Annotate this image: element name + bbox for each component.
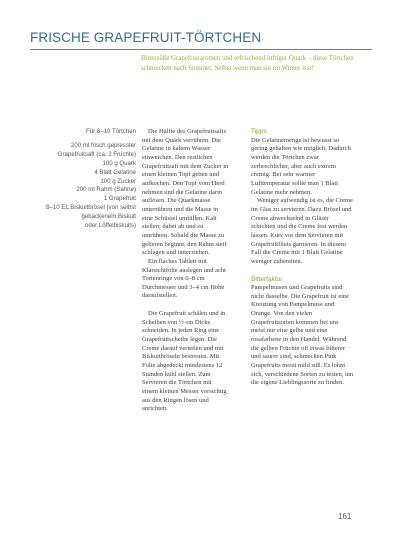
method-paragraph: Ein flaches Tablett mit Klarsichtfolie auslegen und acht Tortenringe von 6–8 cm Durchmesser und 3–4 cm Höhe daraufstellen. [142,257,226,300]
ingredient-line: Grapefruitsaft (ca. 2 Früchte) [57,150,136,158]
ingredient-line: 200 ml frisch gepresster [70,141,136,149]
ingredient-line: 1 Grapefruit [103,195,136,203]
ingredients-yield: Für 8–10 Törtchen [85,128,136,135]
method-column [142,128,229,414]
tips-paragraph: Die Gelatinemenge ist bewusst so gering gehalten wie möglich. Dadurch werden die Törtchen zwar zerbrechlicher, aber auch extrem cremig. Bei sehr warmer Lufttemperatur sollte man 1 Blatt Gelatine mehr nehmen. [251,136,351,196]
title-divider [30,49,372,50]
page-title: FRISCHE GRAPEFRUIT-TÖRTCHEN [30,30,262,45]
ingredient-line: 100 g Quark [102,159,136,167]
bitterfaktor-heading: Bitterfaktor [251,275,283,283]
page-number: 161 [338,512,352,521]
ingredient-line: 8–10 EL Biskuitbrösel (von selbst [46,204,136,212]
ingredient-line: 200 ml Rahm (Sahne) [76,186,136,194]
recipe-intro: Bittersüße Grapefruitaromen und erfrischend luftiger Quark – diese Törtchen schmecken nach Sommer. Selbst wenn man sie im Winter isst! [141,55,354,73]
ingredient-line: 100 g Zucker [100,177,136,185]
bitterfaktor-paragraph: Pampelmusen und Grapefruits sind nicht dasselbe. Die Grapefruit ist eine Kreuzung von Pampelmuse und Orange. Von den vielen Grapefruitsorten kommen bei uns meist nur eine gelbe und eine rosafarbene in den Handel. Während die gelben Früchte oft etwas bitterer und saurer sind, schmecken Pink Grapefruits meist mild süß. Es lohnt sich, verschiedene Sorten zu testen, um die eigene Lieblingssorte zu finden. [251,284,354,387]
ingredient-line: gebackenem Biskuit [81,213,136,221]
tips-heading: Tipps [251,128,267,135]
ingredient-line: 4 Blatt Gelatine [94,168,136,176]
tips-paragraph: Weniger aufwendig ist es, die Creme im Glas zu servieren. Dazu Brösel und Creme abwechselnd in Gläser schichten und die Creme fest werden lassen. Kurz vor dem Servieren mit Grapefruitfilets garnieren. In diesem Fall die Creme mit 1 Blatt Gelatine weniger zubereiten. [251,197,353,265]
tips-column [251,128,354,388]
ingredients-list [30,128,136,231]
method-paragraph: Die Grapefruit schälen und in Scheiben von ½ cm Dicke schneiden. In jeden Ring eine Grapefruitscheibe legen. Die Creme darauf verteilen und mit Biskuitbröseln bestreuen. Mit Folie abgedeckt mindestens 12 Stunden kühl stellen. Zum Servieren die Törtchen mit einem kleinen Messer vorsichtig aus den Ringen lösen und anrichten. [142,310,227,413]
ingredient-line: oder Löffelbiskuits) [84,222,136,230]
method-paragraph: Die Hälfte des Grapefruitsafts mit dem Quark verrühren. Die Gelatine in kaltem Wasser einweichen. Den restlichen Grapefruitsaft mit dem Zucker in einen kleinen Topf geben und aufkochen. Den Topf vom Herd nehmen und die Gelatine darin auflösen. Die Quarkmasse unterrühren und die Masse in eine Schüssel umfüllen. Kalt stellen; dabei ab und zu umrühren. Sobald die Masse zu gelieren beginnt, den Rahm steif schlagen und unterziehen. [142,128,229,257]
